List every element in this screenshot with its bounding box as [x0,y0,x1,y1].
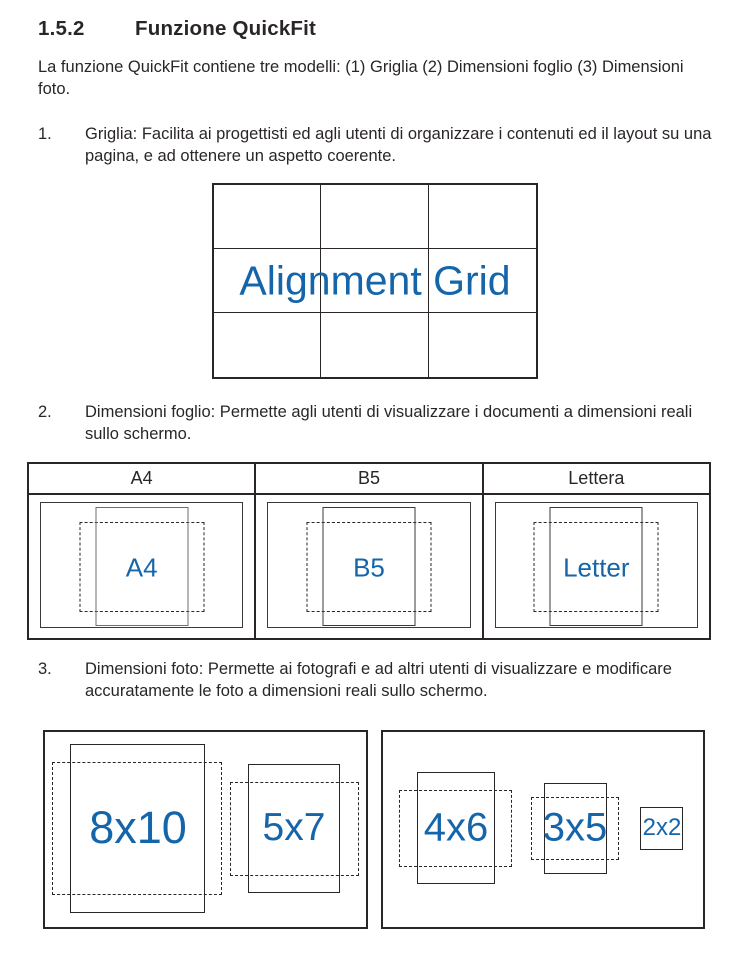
grid-cell [429,313,536,377]
photo-3x5-label: 3x5 [542,805,608,850]
grid-cell [321,313,428,377]
photo-8x10-label: 8x10 [89,802,187,853]
grid-cell [321,185,428,249]
paper-sizes-table [27,462,711,640]
alignment-grid-figure [212,183,538,379]
photo-2x2-label: 2x2 [642,814,682,841]
list-item-dimensioni-foto [38,658,713,702]
section-number: 1.5.2 [38,17,85,40]
photo-sizes-box-right [381,730,705,929]
paper-header: B5 [256,464,481,495]
photo-sizes-box-left [43,730,368,929]
intro-paragraph: La funzione QuickFit contiene tre modelli: (1) Griglia (2) Dimensioni foglio (3) Dimensioni foto. [38,58,684,98]
list-item-number: 3. [38,660,52,678]
photo-5x7-label: 5x7 [262,806,326,849]
list-item-griglia [38,123,713,167]
section-heading [38,17,316,41]
paper-label: B5 [353,552,385,583]
section-title: Funzione QuickFit [135,17,317,40]
list-item-text: Dimensioni foto: Permette ai fotografi e ad altri utenti di visualizzare e modificare accuratamente le foto a dimensioni reali sullo schermo. [85,660,672,700]
paper-header: Lettera [484,464,709,495]
list-item-dimensioni-foglio [38,401,713,445]
paper-cell-a4 [29,464,256,638]
paper-preview [256,495,481,638]
paper-cell-b5 [256,464,483,638]
list-item-text: Griglia: Facilita ai progettisti ed agli utenti di organizzare i contenuti ed il layout su una pagina, e ad ottenere un aspetto coerente. [85,125,712,165]
paper-cell-lettera [484,464,709,638]
alignment-grid-label: Alignment Grid [239,257,511,304]
paper-header: A4 [29,464,254,495]
list-item-number: 1. [38,125,52,143]
paper-preview [29,495,254,638]
grid-cell [214,185,321,249]
paper-label: A4 [125,552,158,583]
photo-4x6-label: 4x6 [423,805,489,850]
paper-label: Letter [563,552,630,583]
list-item-number: 2. [38,403,52,421]
list-item-text: Dimensioni foglio: Permette agli utenti di visualizzare i documenti a dimensioni reali sullo schermo. [85,403,693,443]
grid-cell [214,313,321,377]
paper-preview [484,495,709,638]
grid-cell [429,185,536,249]
